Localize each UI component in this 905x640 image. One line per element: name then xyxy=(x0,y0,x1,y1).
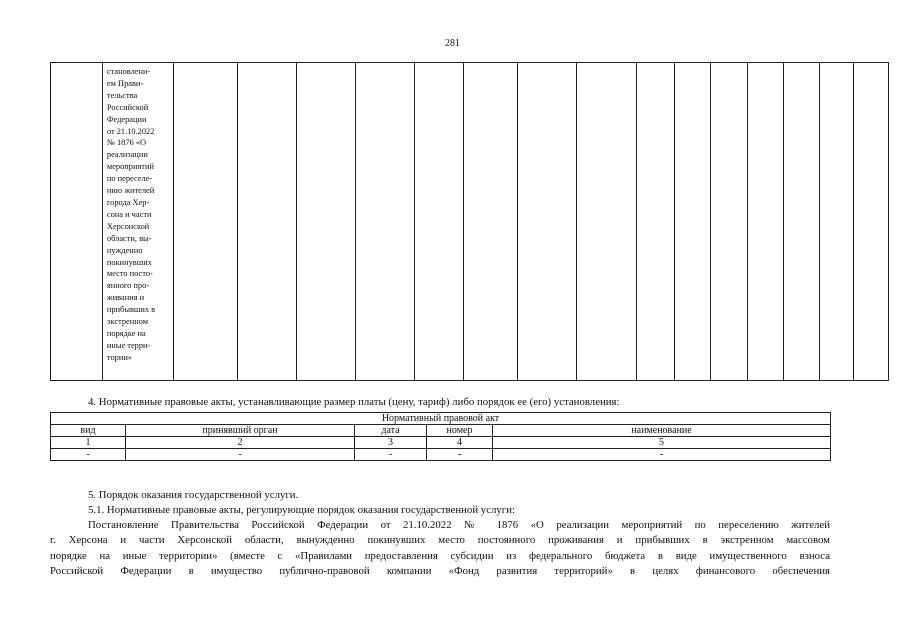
paragraph-line: Российской Федерации в имущество публично-правовой компании «Фонд развития территорий» в целях финансового обеспечения xyxy=(50,564,830,577)
section-5-heading: 5. Порядок оказания государственной услуги. xyxy=(88,489,299,501)
column-header: принявший орган xyxy=(126,425,355,437)
table-row xyxy=(51,449,831,461)
continuation-table xyxy=(50,62,889,381)
paragraph-line: порядке на иные территории» (вместе с «Правилами предоставления субсидии из федерального бюджета в виде имущественного взноса xyxy=(50,549,830,562)
table-cell xyxy=(415,63,464,381)
section-4-heading: 4. Нормативные правовые акты, устанавливающие размер платы (цену, тариф) либо порядок ее (его) установления: xyxy=(88,396,620,408)
column-number: 2 xyxy=(126,437,355,449)
fee-legal-acts-table xyxy=(50,412,831,461)
table-cell: - xyxy=(51,449,126,461)
paragraph-line: Постановление Правительства Российской Федерации от 21.10.2022 № 1876 «О реализации мероприятий по переселению жителей xyxy=(88,519,830,531)
column-header: номер xyxy=(427,425,493,437)
table-cell xyxy=(297,63,356,381)
table-group-header: Нормативный правовой акт xyxy=(51,413,831,425)
column-header: наименование xyxy=(493,425,831,437)
table-cell xyxy=(51,63,103,381)
table-cell xyxy=(636,63,674,381)
table-cell xyxy=(173,63,237,381)
column-header: вид xyxy=(51,425,126,437)
table-cell xyxy=(820,63,853,381)
table-cell xyxy=(237,63,296,381)
table-cell: - xyxy=(126,449,355,461)
page-number: 281 xyxy=(445,38,460,49)
section-5-1-heading: 5.1. Нормативные правовые акты, регулирующие порядок оказания государственной услуги: xyxy=(88,504,515,516)
section-5-paragraph xyxy=(50,518,830,579)
column-number: 3 xyxy=(355,437,427,449)
table-cell: - xyxy=(493,449,831,461)
column-number: 4 xyxy=(427,437,493,449)
table-cell xyxy=(464,63,518,381)
column-header: дата xyxy=(355,425,427,437)
table-cell-legal-basis xyxy=(102,63,173,381)
table-cell xyxy=(784,63,820,381)
cell-text: становлени- ем Прави- тельства Российской Федерации от 21.10.2022 № 1876 «О реализации мероприятий по переселе- нию жителей города Хер- сона и части Херсонской области, вы- нужденно покинувших место посто- янного про- живания и прибывших в экстренном порядке на иные терри- тории» xyxy=(106,67,156,362)
table-cell xyxy=(577,63,636,381)
table-cell: - xyxy=(355,449,427,461)
column-number: 5 xyxy=(493,437,831,449)
paragraph-line: г. Херсона и части Херсонской области, вынужденно покинувших место постоянного проживания и прибывших в экстренном массовом xyxy=(50,534,830,547)
table-cell xyxy=(675,63,711,381)
column-number: 1 xyxy=(51,437,126,449)
table-cell xyxy=(518,63,577,381)
table-cell xyxy=(711,63,747,381)
table-cell xyxy=(747,63,783,381)
table-cell xyxy=(356,63,415,381)
table-cell xyxy=(853,63,888,381)
table-cell: - xyxy=(427,449,493,461)
